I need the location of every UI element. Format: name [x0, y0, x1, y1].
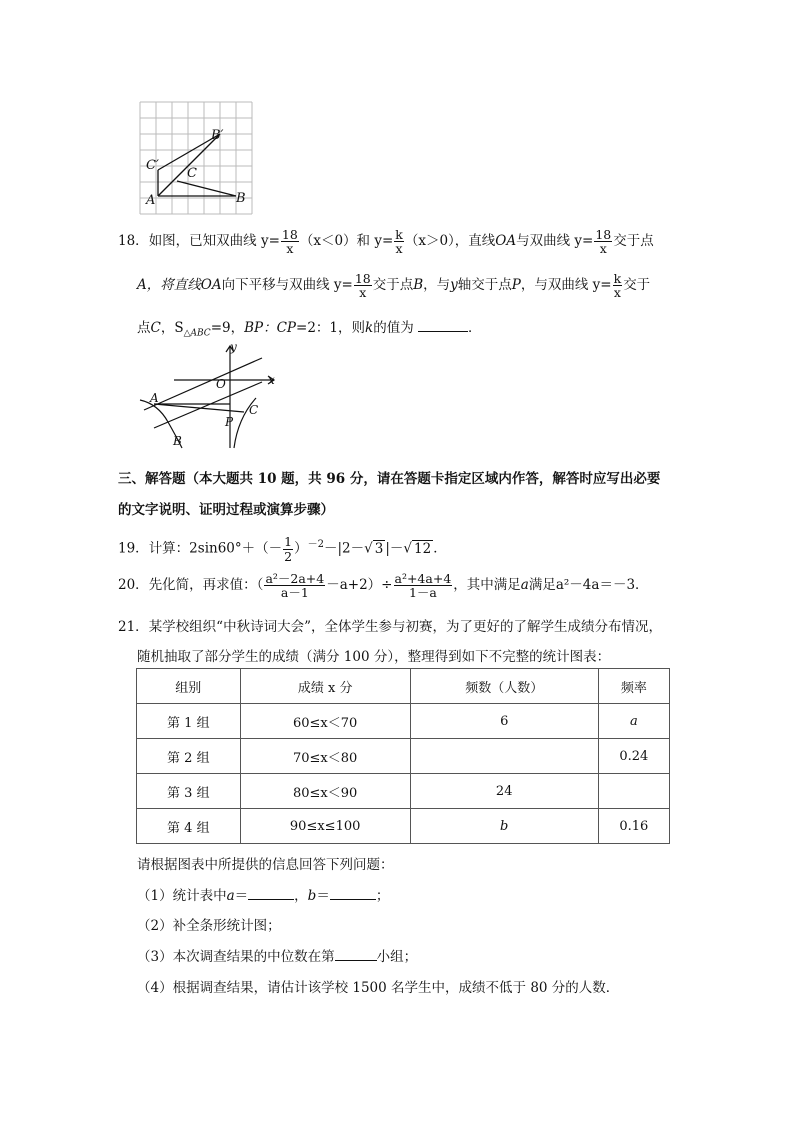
table-cell: 90≤x≤100 — [240, 809, 410, 844]
q18-text: A，将直线 — [137, 277, 201, 294]
table-row — [137, 809, 670, 844]
q18-text: ，与双曲线 y= — [520, 277, 612, 294]
table-header-row — [137, 669, 670, 704]
denominator: x — [599, 241, 607, 257]
fraction — [394, 228, 404, 255]
q18-text: BP：CP — [244, 320, 297, 336]
fraction — [394, 572, 453, 599]
q19-text: 计算：2sin60°＋（－ — [148, 540, 283, 557]
q18-text: △ABC — [183, 328, 211, 339]
denominator: 1－a — [408, 585, 437, 601]
q18-text: 点 — [137, 320, 151, 336]
q20-text: 满足 — [528, 577, 556, 594]
label-origin: O — [216, 377, 226, 391]
q18-line1 — [118, 228, 654, 255]
fraction — [281, 228, 299, 255]
label-b: B — [173, 434, 182, 448]
q21-text: 小组； — [376, 949, 418, 965]
label-p: P — [225, 415, 234, 429]
q19-text: ． — [433, 540, 447, 557]
q18-text: ，S — [160, 320, 184, 336]
q18-text: =9， — [210, 320, 245, 336]
table-cell: 60≤x＜70 — [240, 704, 410, 739]
q21-text: 某学校组织“中秋诗词大会”，全体学生参与初赛，为了更好的了解学生成绩分布情况， — [148, 619, 662, 635]
q21-sub2: （2）补全条形统计图； — [137, 918, 281, 934]
table-cell: 第 2 组 — [137, 739, 241, 774]
q18-line2 — [137, 272, 650, 299]
q21-number: 21． — [118, 619, 149, 635]
q21-line1 — [118, 615, 662, 635]
numerator: 18 — [595, 227, 612, 242]
q18-text: （x＞0），直线 — [404, 233, 496, 250]
label-b: B — [236, 191, 246, 206]
table-cell: 80≤x＜90 — [240, 774, 410, 809]
numerator: a²－2a+4 — [265, 571, 325, 586]
q18-number: 18． — [118, 233, 149, 250]
answer-blank[interactable] — [330, 899, 376, 900]
q18-text: 交于 — [623, 277, 651, 294]
q18-text: OA — [495, 233, 517, 250]
q18-text: =2：1，则 — [296, 320, 366, 336]
table-header: 组别 — [137, 669, 241, 704]
denominator: x — [395, 241, 403, 257]
table-cell: 0.16 — [598, 809, 669, 844]
fraction — [264, 572, 325, 599]
answer-blank[interactable] — [335, 960, 377, 961]
q21-sub1 — [137, 884, 389, 904]
q18-text: P — [511, 277, 521, 294]
answer-blank[interactable] — [248, 899, 294, 900]
fraction — [594, 228, 612, 255]
label-b-prime: B′ — [211, 128, 224, 143]
q19-text: －|2－ — [323, 540, 365, 557]
q21-prompt: 请根据图表中所提供的信息回答下列问题： — [137, 857, 394, 873]
q20-text: －a+2）÷ — [326, 577, 393, 594]
table-cell: 第 4 组 — [137, 809, 241, 844]
denominator: x — [359, 285, 367, 301]
q21-sub3 — [137, 945, 417, 965]
table-cell: b — [410, 809, 598, 844]
section-heading-cont: 的文字说明、证明过程或演算步骤） — [118, 502, 334, 518]
label-y-axis: y — [230, 340, 237, 354]
table-row — [137, 739, 670, 774]
denominator: x — [286, 241, 294, 257]
exponent: －2 — [307, 539, 324, 550]
numerator: a²+4a+4 — [394, 571, 452, 586]
q21-text: （3）本次调查结果的中位数在第 — [137, 949, 335, 965]
table-cell: 6 — [410, 704, 598, 739]
label-c: C — [187, 166, 197, 181]
table-header: 频数（人数） — [410, 669, 598, 704]
q19-number: 19． — [118, 540, 149, 557]
q19-text: ） — [294, 540, 308, 557]
q20-text: a²－4a＝－3． — [555, 577, 649, 594]
table-header: 频率 — [598, 669, 669, 704]
q20-number: 20． — [118, 577, 149, 594]
table-row — [137, 774, 670, 809]
table-cell: 第 3 组 — [137, 774, 241, 809]
q18-text: C — [150, 320, 161, 336]
q21-text: ， — [294, 888, 308, 904]
q20-text: ，其中满足 — [453, 577, 521, 594]
q20 — [118, 572, 649, 599]
fraction — [354, 272, 372, 299]
section-heading: 三、解答题（本大题共 10 题，共 96 分，请在答题卡指定区域内作答，解答时应写出必要 — [118, 471, 661, 487]
numerator: k — [613, 271, 622, 286]
table-cell: 24 — [410, 774, 598, 809]
q21-text: ＝ — [234, 888, 249, 904]
fraction — [283, 535, 293, 562]
q19-text: |－ — [385, 540, 404, 557]
q18-text: OA — [200, 277, 222, 294]
q18-text: ． — [468, 320, 482, 336]
q18-text: 如图，已知双曲线 y= — [148, 233, 280, 250]
q18-text: 向下平移与双曲线 y= — [221, 277, 353, 294]
q18-text: y — [450, 277, 458, 294]
table-cell: 70≤x＜80 — [240, 739, 410, 774]
table-row — [137, 704, 670, 739]
radicand: 12 — [414, 540, 432, 557]
q21-text: （1）统计表中 — [137, 888, 227, 904]
fraction — [613, 272, 623, 299]
table-cell — [410, 739, 598, 774]
label-a: A — [150, 391, 159, 405]
q21-text: a — [226, 888, 235, 904]
denominator: 2 — [284, 548, 293, 564]
label-x-axis: x — [268, 373, 275, 387]
table-header: 成绩 x 分 — [240, 669, 410, 704]
numerator: 1 — [284, 534, 293, 550]
q18-text: k — [365, 320, 374, 336]
label-c: C — [249, 403, 259, 417]
q18-text: （x＜0）和 y= — [299, 233, 394, 250]
denominator: x — [613, 285, 621, 301]
q18-text: 轴交于点 — [457, 277, 512, 294]
q20-text: 先化简，再求值：（ — [148, 577, 264, 594]
table-cell — [598, 774, 669, 809]
q21-text: ； — [375, 888, 390, 904]
q18-text: 的值为 — [373, 320, 414, 336]
denominator: a－1 — [280, 585, 309, 601]
label-c-prime: C′ — [146, 158, 159, 173]
answer-blank[interactable] — [418, 331, 468, 332]
table-cell: 第 1 组 — [137, 704, 241, 739]
q18-text: B — [413, 277, 424, 294]
numerator: 18 — [354, 271, 371, 286]
q18-text: ，与 — [423, 277, 451, 294]
q21-sub4: （4）根据调查结果，请估计该学校 1500 名学生中，成绩不低于 80 分的人数． — [137, 980, 620, 996]
q21-text: ＝ — [316, 888, 330, 904]
numerator: 18 — [281, 227, 298, 242]
numerator: k — [395, 227, 403, 242]
table-cell: a — [598, 704, 669, 739]
q18-text: 交于点 — [372, 277, 414, 294]
q18-text: 交于点 — [613, 233, 654, 250]
q20-text: a — [520, 577, 529, 594]
q19: 19．计算：2sin60°＋（－ $\frac{1}{2}$ ）$^{-2}$－|2－√ 3 |－√ 12 ． — [118, 534, 447, 564]
radicand: 3 — [374, 540, 384, 557]
q18-text: 与双曲线 y= — [516, 233, 594, 250]
q21-text: b — [307, 888, 317, 904]
table-cell: 0.24 — [598, 739, 669, 774]
label-a: A — [146, 193, 156, 208]
q18-line3 — [137, 316, 482, 339]
stats-table — [136, 668, 670, 844]
q21-line2: 随机抽取了部分学生的成绩（满分 100 分），整理得到如下不完整的统计图表： — [137, 649, 611, 665]
